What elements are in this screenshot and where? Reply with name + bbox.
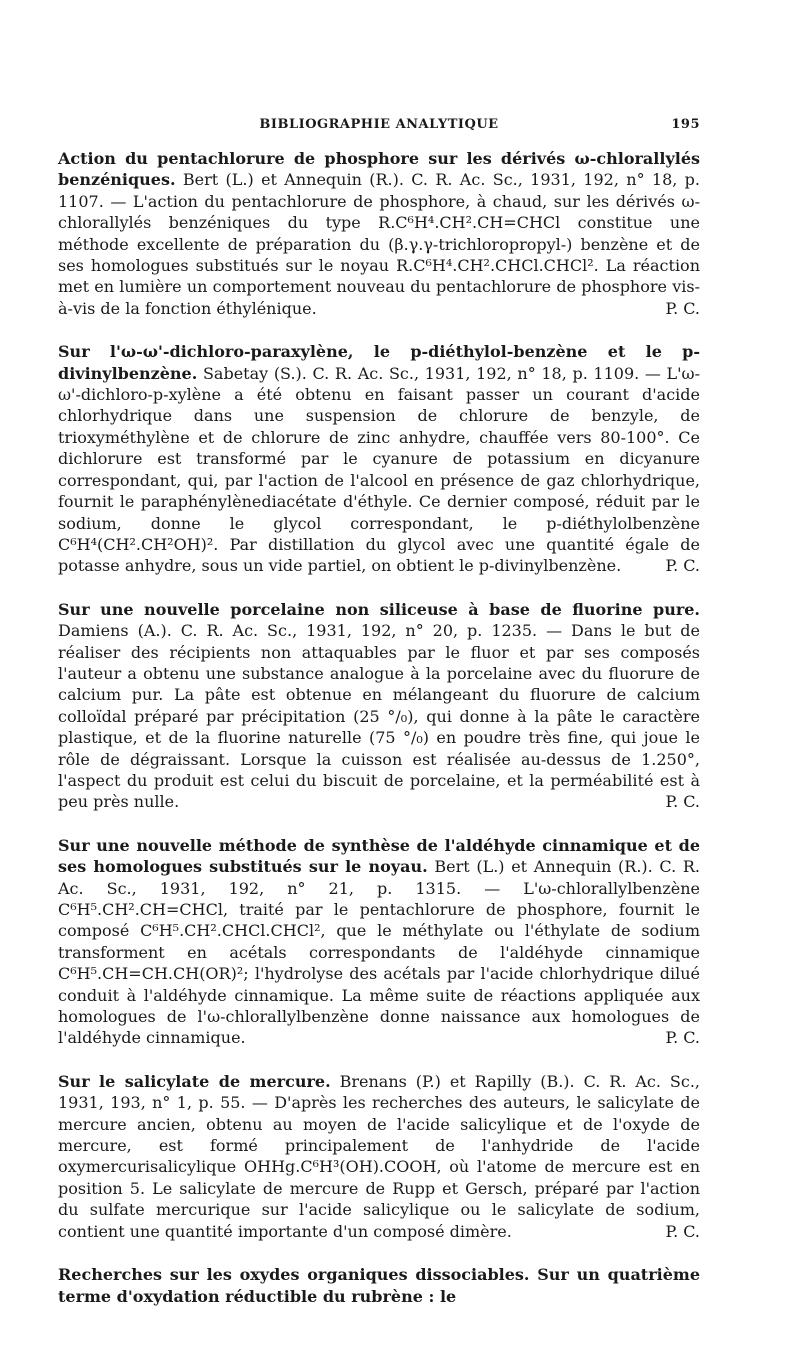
abstract-entry [58, 1264, 700, 1307]
abstract-entry [58, 1071, 700, 1242]
abstract-entry [58, 835, 700, 1049]
entry-body: Bert (L.) et Annequin (R.). C. R. Ac. Sc., 1931, 192, n° 18, p. 1107. — L'action du pentachlorure de phosphore, à chaud, sur les dérivés ω-chlorallylés benzéniques du type R.C⁶H⁴.CH².CH=CHCl constitue une méthode excellente de préparation du (β.γ.γ-trichloropropyl-) benzène et de ses homologues substitués sur le noyau R.C⁶H⁴.CH².CHCl.CHCl². La réaction met en lumière un comportement nouveau du pentachlorure de phosphore vis-à-vis de la fonction éthylénique. [58, 170, 700, 318]
entry-body: Damiens (A.). C. R. Ac. Sc., 1931, 192, n° 20, p. 1235. — Dans le but de réaliser des récipients non attaquables par le fluor et par ses composés l'auteur a obtenu une substance analogue à la porcelaine avec du fluorure de calcium pur. La pâte est obtenue en mélangeant du fluorure de calcium colloïdal préparé par précipitation (25 °/₀), qui donne à la pâte le caractère plastique, et de la fluorine naturelle (75 °/₀) en poudre très fine, qui joue le rôle de dégraissant. Lorsque la cuisson est réalisée au-dessus de 1.250°, l'aspect du produit est celui du biscuit de porcelaine, et la perméabilité est à peu près nulle. [58, 621, 700, 812]
entry-title: Action du pentachlorure de phosphore sur les dérivés ω-chlorallylés benzéniques. [58, 149, 700, 190]
page-number: 195 [671, 117, 700, 132]
abstract-entry [58, 148, 700, 319]
entry-title: Sur l'ω-ω'-dichloro-paraxylène, le p-diéthylol-benzène et le p-divinylbenzène. [58, 342, 700, 383]
entry-body: Bert (L.) et Annequin (R.). C. R. Ac. Sc., 1931, 192, n° 21, p. 1315. — L'ω-chlorallylbenzène C⁶H⁵.CH².CH=CHCl, traité par le pentachlorure de phosphore, fournit le composé C⁶H⁵.CH².CHCl.CHCl², que le méthylate ou l'éthylate de sodium transforment en acétals correspondants de l'aldéhyde cinnamique C⁶H⁵.CH=CH.CH(OR)²; l'hydrolyse des acétals par l'acide chlorhydrique dilué conduit à l'aldéhyde cinnamique. La même suite de réactions appliquée aux homologues de l'ω-chlorallylbenzène donne naissance aux homologues de l'aldéhyde cinnamique. [58, 857, 701, 1048]
entry-body: Sabetay (S.). C. R. Ac. Sc., 1931, 192, n° 18, p. 1109. — L'ω-ω'-dichloro-p-xylène a été obtenu en faisant passer un courant d'acide chlorhydrique dans une suspension de chlorure de benzyle, de trioxyméthylène et de chlorure de zinc anhydre, chauffée vers 80-100°. Ce dichlorure est transformé par le cyanure de potassium en dicyanure correspondant, qui, par l'action de l'alcool en présence de gaz chlorhydrique, fournit le paraphénylènediacétate d'éthyle. Ce dernier composé, réduit par le sodium, donne le glycol correspondant, le p-diéthylolbenzène C⁶H⁴(CH².CH²OH)². Par distillation du glycol avec une quantité égale de potasse anhydre, sous un vide partiel, on obtient le p-divinylbenzène. [58, 363, 700, 576]
entry-initials: P. C. [665, 298, 700, 318]
running-header [58, 114, 700, 134]
entry-title: Recherches sur les oxydes organiques dissociables. Sur un quatrième terme d'oxydation réductible du rubrène : le [58, 1265, 700, 1306]
entry-initials: P. C. [665, 1028, 700, 1048]
entry-title: Sur une nouvelle porcelaine non siliceuse à base de fluorine pure. [58, 599, 700, 619]
entry-title: Sur une nouvelle méthode de synthèse de l'aldéhyde cinnamique et de ses homologues substitués sur le noyau. [58, 835, 700, 877]
entry-body: Brenans (P.) et Rapilly (B.). C. R. Ac. Sc., 1931, 193, n° 1, p. 55. — D'après les recherches des auteurs, le salicylate de mercure ancien, obtenu au moyen de l'acide salicylique et de l'oxyde de mercure, est formé principalement de l'anhydride de l'acide oxymercurisalicylique OHHg.C⁶H³(OH).COOH, où l'atome de mercure est en position 5. Le salicylate de mercure de Rupp et Gersch, préparé par l'action du sulfate mercurique sur l'acide salicylique ou le salicylate de sodium, contient une quantité importante d'un composé dimère. [58, 1071, 701, 1241]
entry-initials: P. C. [665, 1221, 700, 1241]
document-page [58, 0, 700, 1329]
abstract-entry [58, 341, 700, 576]
entry-initials: P. C. [665, 556, 700, 576]
running-title: BIBLIOGRAPHIE ANALYTIQUE [259, 117, 499, 132]
entry-initials: P. C. [665, 792, 700, 812]
entry-title: Sur le salicylate de mercure. [58, 1071, 331, 1091]
abstract-entry [58, 599, 700, 813]
